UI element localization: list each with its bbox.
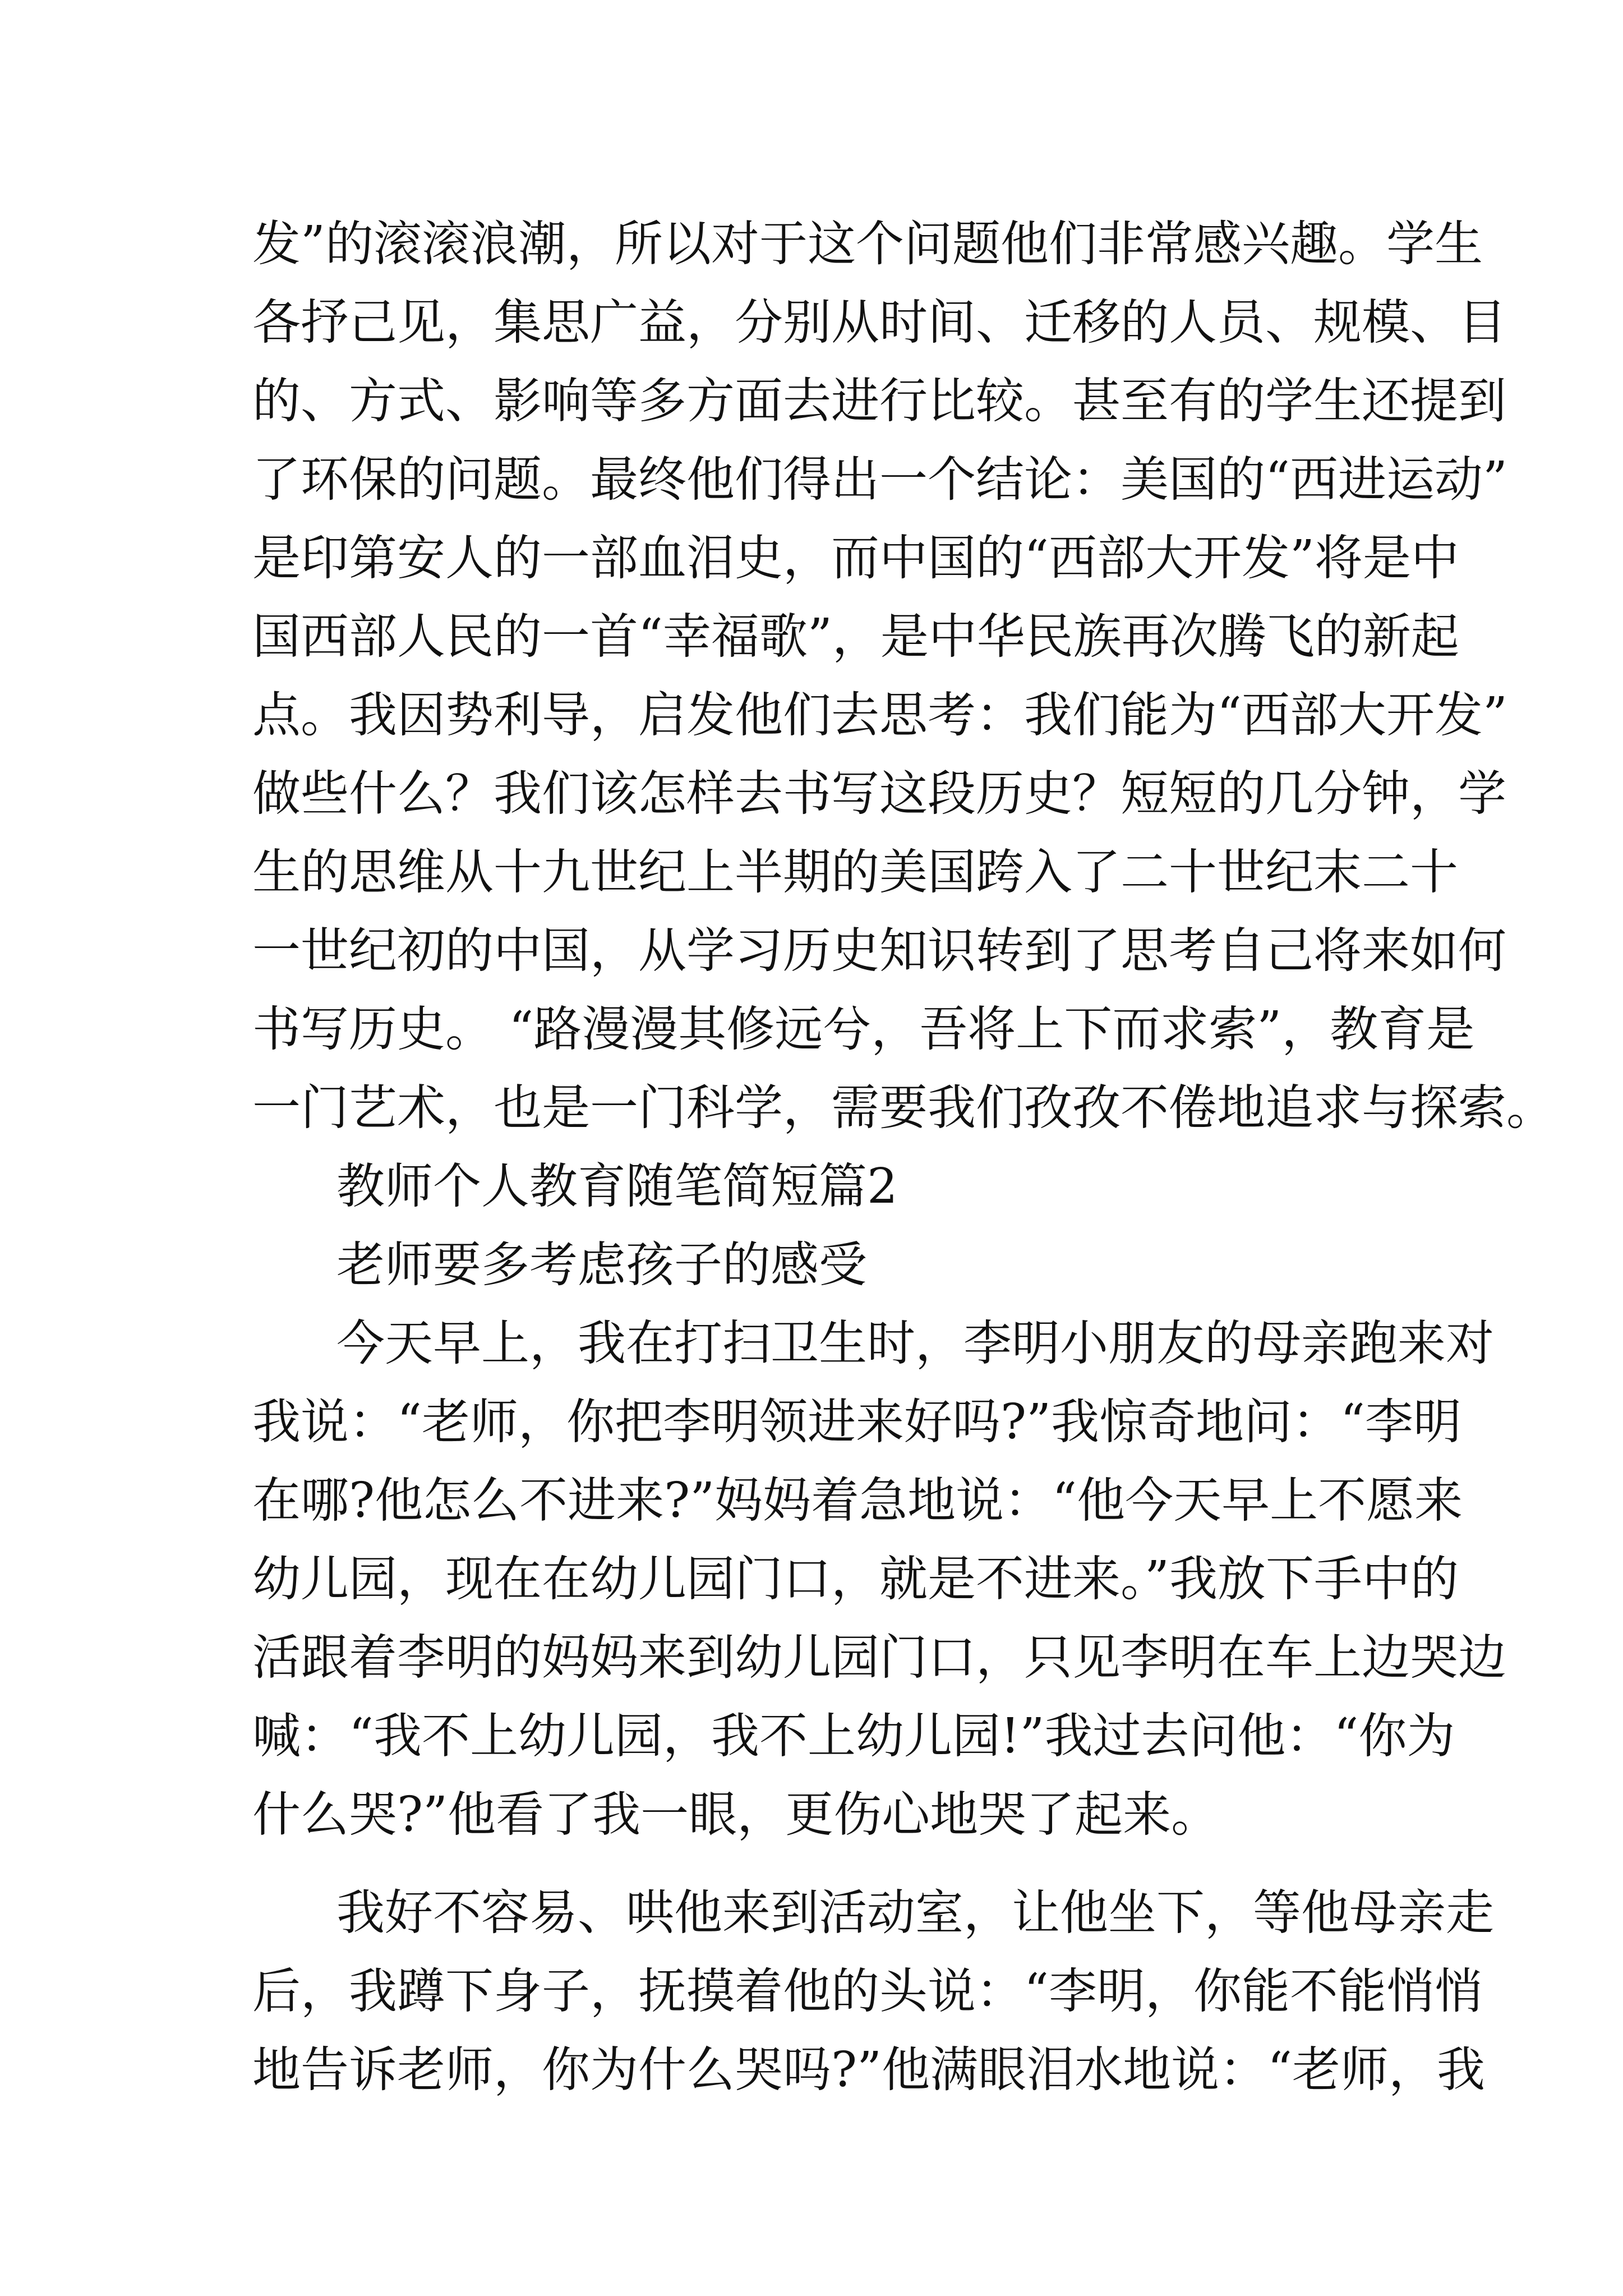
paragraph-2-line-4: 幼儿园，现在在幼儿园门口，就是不进来。”我放下手中的 (252, 1551, 1459, 1607)
paragraph-1-line-4: 了环保的问题。最终他们得出一个结论：美国的“西进运动” (252, 452, 1507, 508)
paragraph-1-line-6: 国西部人民的一首“幸福歌”，是中华民族再次腾飞的新起 (252, 609, 1459, 665)
paragraph-2-line-2: 我说：“老师，你把李明领进来好吗?”我惊奇地问：“李明 (252, 1394, 1462, 1450)
paragraph-2-line-1: 今天早上，我在打扫卫生时，李明小朋友的母亲跑来对 (336, 1315, 1494, 1372)
paragraph-1-line-8: 做些什么？我们该怎样去书写这段历史？短短的几分钟，学 (252, 766, 1506, 822)
paragraph-2-line-3: 在哪?他怎么不进来?”妈妈着急地说：“他今天早上不愿来 (252, 1473, 1463, 1529)
paragraph-3-line-2: 后，我蹲下身子，抚摸着他的头说：“李明，你能不能悄悄 (252, 1963, 1483, 2019)
paragraph-1-line-2: 各抒己见，集思广益，分别从时间、迁移的人员、规模、目 (252, 295, 1506, 351)
paragraph-2-line-7: 什么哭?”他看了我一眼，更伤心地哭了起来。 (252, 1787, 1220, 1843)
paragraph-1-line-12: 一门艺术，也是一门科学，需要我们孜孜不倦地追求与探索。 (252, 1080, 1555, 1136)
paragraph-3-line-1: 我好不容易、哄他来到活动室，让他坐下，等他母亲走 (336, 1885, 1494, 1941)
paragraph-1-line-11: 书写历史。 “路漫漫其修远兮，吾将上下而求索”，教育是 (252, 1001, 1475, 1057)
paragraph-1-line-10: 一世纪初的中国，从学习历史知识转到了思考自己将来如何 (252, 923, 1506, 979)
paragraph-2-line-6: 喊：“我不上幼儿园，我不上幼儿园!”我过去问他：“你为 (252, 1708, 1455, 1764)
article-title: 老师要多考虑孩子的感受 (336, 1237, 867, 1293)
section-title: 教师个人教育随笔简短篇2 (336, 1158, 898, 1214)
paragraph-1-line-7: 点。我因势利导，启发他们去思考：我们能为“西部大开发” (252, 687, 1507, 743)
paragraph-2-line-5: 活跟着李明的妈妈来到幼儿园门口，只见李明在车上边哭边 (252, 1630, 1506, 1686)
paragraph-1-line-5: 是印第安人的一部血泪史，而中国的“西部大开发”将是中 (252, 530, 1459, 586)
paragraph-1-line-3: 的、方式、影响等多方面去进行比较。甚至有的学生还提到 (252, 373, 1506, 429)
paragraph-1-line-1: 发”的滚滚浪潮，所以对于这个问题他们非常感兴趣。学生 (252, 216, 1483, 272)
paragraph-1-line-9: 生的思维从十九世纪上半期的美国跨入了二十世纪末二十 (252, 844, 1458, 900)
paragraph-3-line-3: 地告诉老师，你为什么哭吗?”他满眼泪水地说：“老师，我 (252, 2042, 1486, 2098)
